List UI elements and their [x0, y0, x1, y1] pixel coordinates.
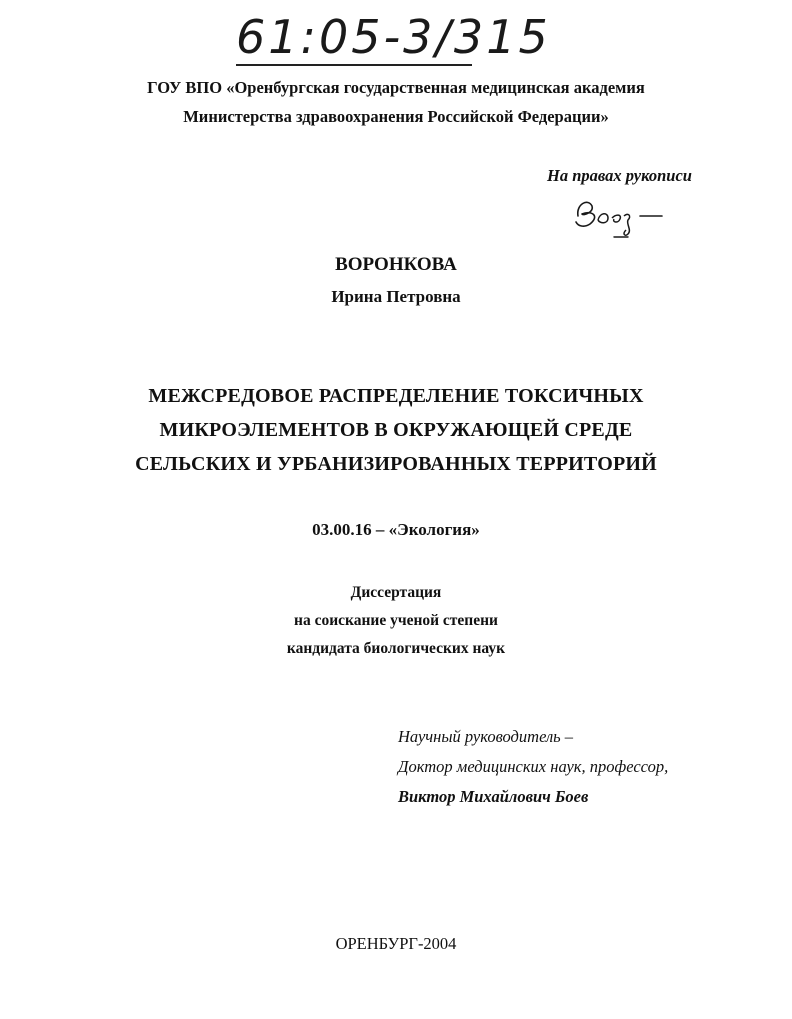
degree-line-1: Диссертация: [350, 584, 442, 601]
dissertation-title-line-1: МЕЖСРЕДОВОЕ РАСПРЕДЕЛЕНИЕ ТОКСИЧНЫХ: [148, 385, 644, 407]
author-surname: ВОРОНКОВА: [335, 254, 457, 275]
archive-number-handwritten: 61:05-3/315: [236, 10, 551, 64]
city-year: ОРЕНБУРГ-2004: [335, 934, 457, 953]
supervisor-label: Научный руководитель –: [398, 727, 574, 746]
manuscript-rights-note: На правах рукописи: [547, 166, 692, 185]
signature-icon: [570, 186, 670, 242]
author-name: Ирина Петровна: [331, 287, 461, 306]
supervisor-name: Виктор Михайлович Боев: [398, 787, 589, 806]
specialty-code: 03.00.16 – «Экология»: [312, 520, 480, 539]
institution-line-1: ГОУ ВПО «Оренбургская государственная медицинская академия: [147, 78, 645, 97]
supervisor-degree: Доктор медицинских наук, профессор,: [398, 757, 669, 776]
institution-line-2: Министерства здравоохранения Российской Федерации»: [183, 107, 609, 126]
degree-line-3: кандидата биологических наук: [286, 640, 506, 657]
degree-line-2: на соискание ученой степени: [294, 612, 498, 629]
dissertation-title-line-3: СЕЛЬСКИХ И УРБАНИЗИРОВАННЫХ ТЕРРИТОРИЙ: [135, 453, 657, 475]
dissertation-title-line-2: МИКРОЭЛЕМЕНТОВ В ОКРУЖАЮЩЕЙ СРЕДЕ: [159, 419, 633, 441]
archive-number-underline: [236, 64, 472, 66]
